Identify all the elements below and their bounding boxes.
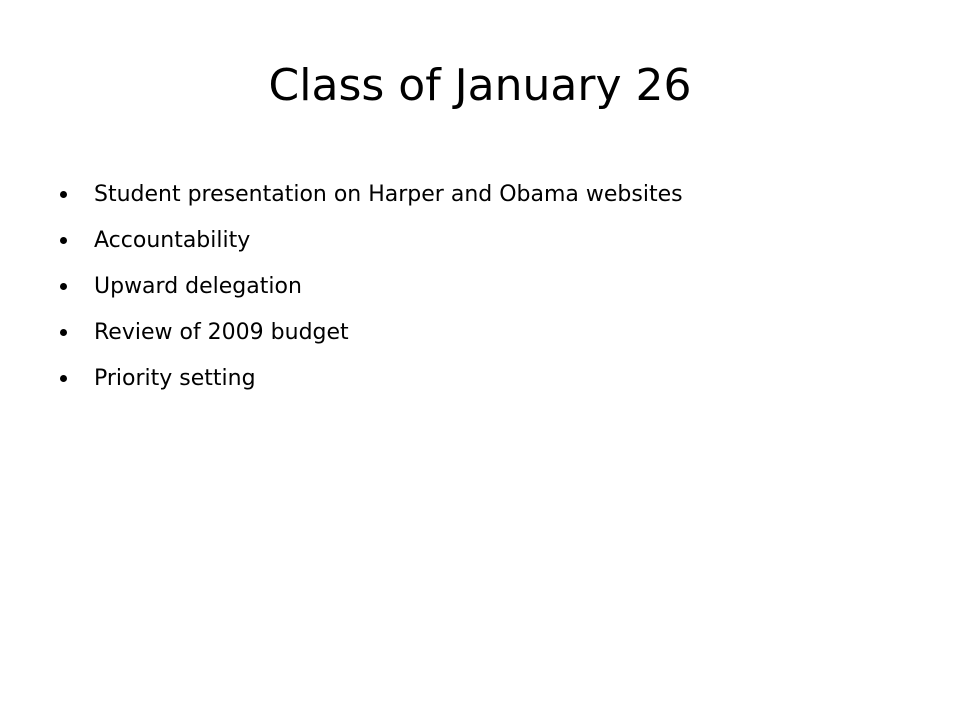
bullet-item [60,264,683,310]
bullet-list [60,172,683,402]
slide-title: Class of January 26 [268,60,692,111]
bullet-text: Student presentation on Harper and Obama websites [94,182,683,207]
bullet-item [60,356,683,402]
bullet-dot-icon [60,191,67,198]
bullet-dot-icon [60,283,67,290]
bullet-text: Upward delegation [94,274,302,299]
bullet-dot-icon [60,237,67,244]
bullet-dot-icon [60,375,67,382]
bullet-item [60,310,683,356]
bullet-item [60,172,683,218]
bullet-text: Review of 2009 budget [94,320,349,345]
bullet-text: Accountability [94,228,251,253]
bullet-dot-icon [60,329,67,336]
bullet-item [60,218,683,264]
bullet-text: Priority setting [94,366,256,391]
